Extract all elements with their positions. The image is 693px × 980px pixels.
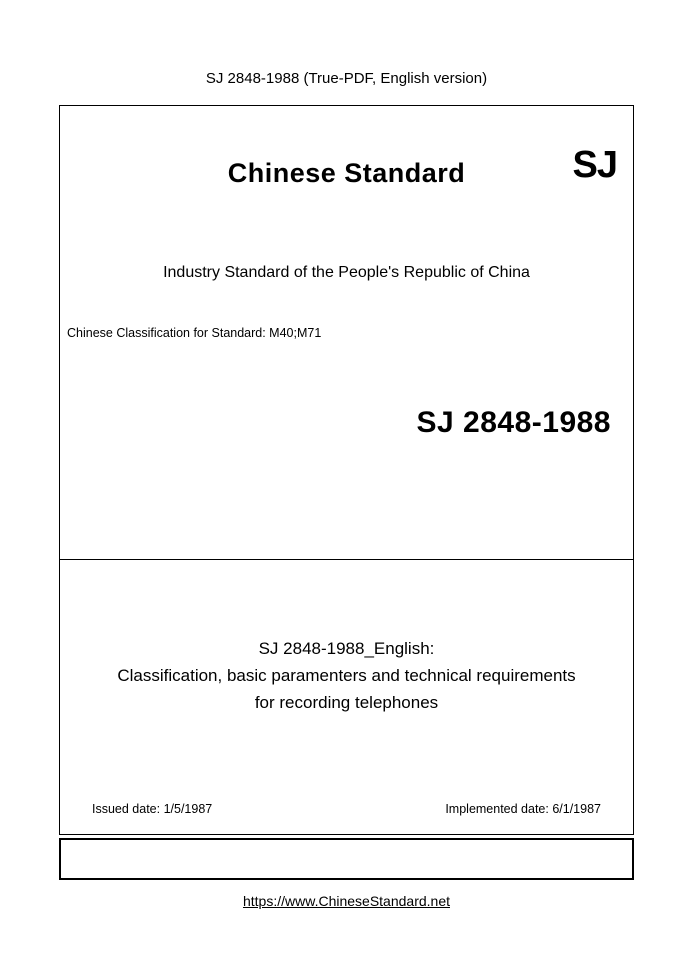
sj-logo: SJ	[572, 144, 617, 186]
document-title-line-3: for recording telephones	[254, 693, 439, 712]
chinesestandard-link[interactable]: https://www.ChineseStandard.net	[242, 893, 450, 909]
cover-upper-box	[59, 105, 634, 560]
standard-number: SJ 2848-1988	[416, 406, 611, 439]
page-header-text: SJ 2848-1988 (True-PDF, English version)	[205, 70, 488, 87]
implemented-date: Implemented date: 6/1/1987	[445, 802, 601, 816]
cover-main-title: Chinese Standard	[227, 158, 466, 188]
document-title	[60, 635, 633, 716]
standard-cover	[59, 105, 634, 880]
document-title-line-2: Classification, basic paramenters and technical requirements	[117, 666, 576, 685]
classification-code: Chinese Classification for Standard: M40;M71	[67, 326, 322, 340]
cover-footer-box	[59, 838, 634, 880]
date-row	[60, 802, 633, 816]
cover-subtitle: Industry Standard of the People's Republic of China	[163, 264, 530, 281]
issued-date: Issued date: 1/5/1987	[92, 802, 213, 816]
document-title-line-1: SJ 2848-1988_English:	[258, 639, 435, 658]
cover-title-box	[59, 560, 634, 835]
